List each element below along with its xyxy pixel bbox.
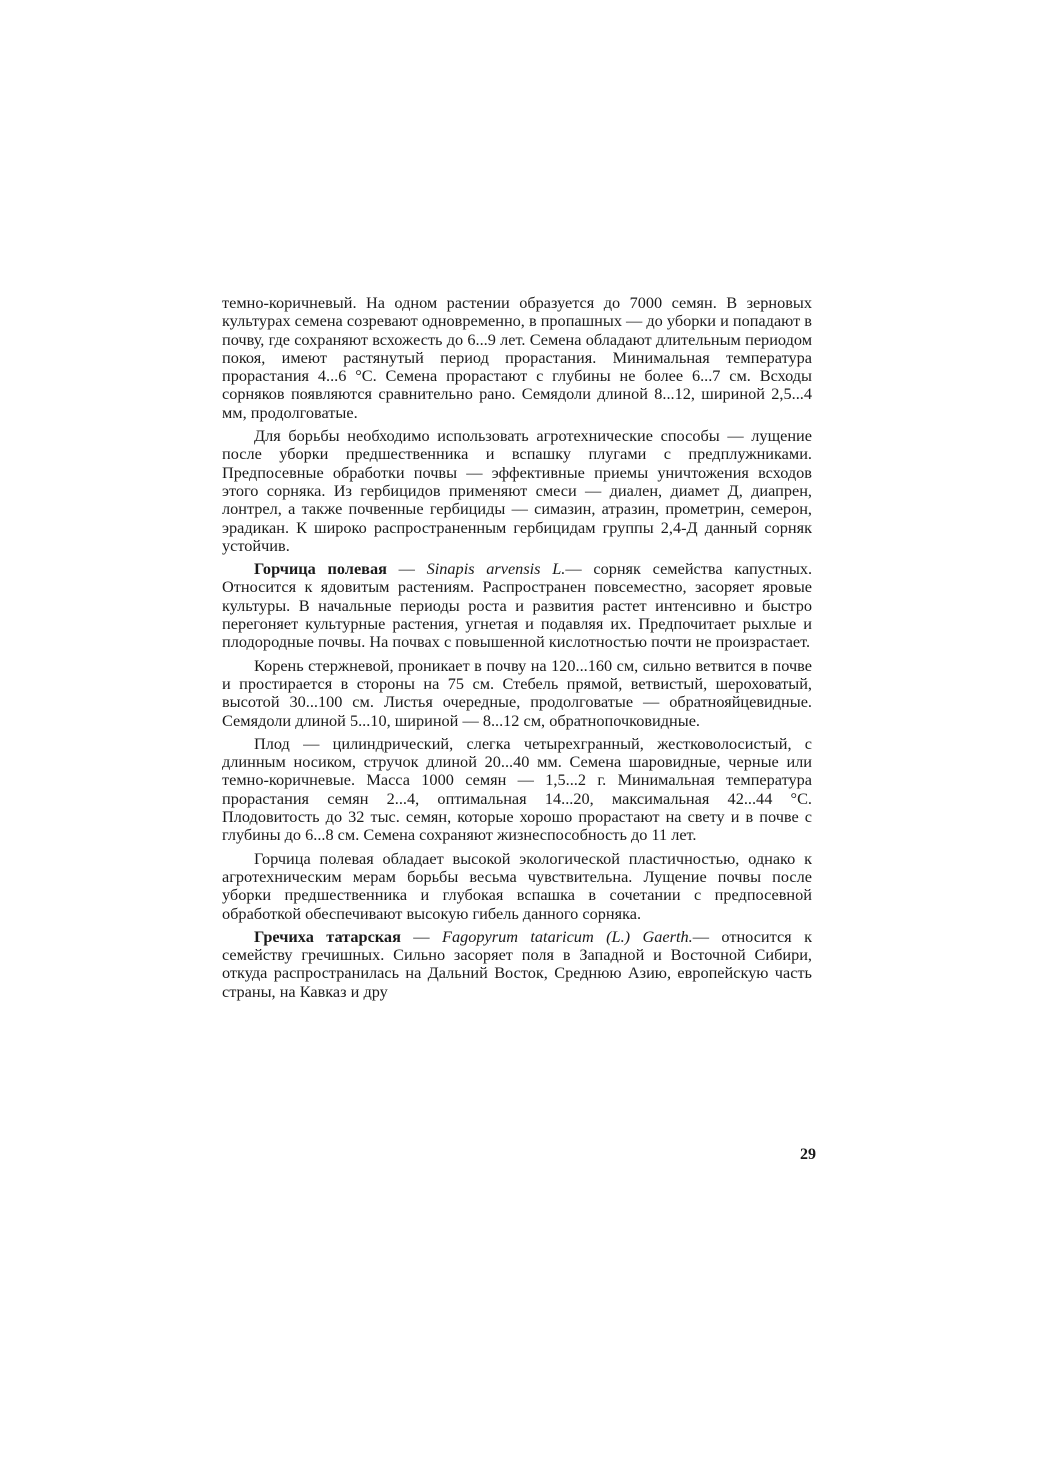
dash: —	[400, 926, 442, 946]
paragraph-mustard-root	[222, 657, 812, 730]
paragraph-buckwheat-intro	[222, 928, 812, 1001]
species-name: Горчица полевая	[254, 559, 387, 579]
paragraph-seeds-description	[222, 294, 812, 422]
paragraph-text: Горчица полевая обладает высокой экологической пластичностью, однако к агротехническим мерам борьбы весьма чувствительна. Лущение почвы после уборки предшественника и глубокая вспашка в сочетании с предпосевной обработкой обеспечивают высокую гибель данного сорняка.	[222, 848, 812, 923]
page-number: 29	[800, 1146, 816, 1163]
page-body	[222, 294, 812, 1001]
paragraph-text: темно-коричневый. На одном растении образуется до 7000 семян. В зерновых культурах семена созревают одновременно, в пропашных — до уборки и попадают в почву, где сохраняют всхожесть до 6...9 лет. Семена обладают длительным периодом покоя, имеют растянутый период прорастания. Минимальная температура прорастания 4...6 °С. Семена прорастают с глубины не более 6...7 см. Всходы сорняков появляются сравнительно рано. Семядоли длиной 8...12, шириной 2,5...4 мм, продолговатые.	[222, 293, 812, 422]
paragraph-mustard-fruit	[222, 735, 812, 845]
dash: —	[386, 559, 427, 579]
paragraph-mustard-intro	[222, 560, 812, 651]
paragraph-control-methods	[222, 427, 812, 555]
latin-name: Sinapis arvensis L.	[426, 559, 566, 579]
paragraph-text: — относится к семейству гречишных. Сильно засоряет поля в Западной и Восточной Сибири, откуда распространилась на Дальний Восток, Среднюю Азию, европейскую часть страны, на Кавказ и дру	[222, 926, 812, 1001]
latin-name: Fagopyrum tataricum (L.) Gaerth.	[442, 926, 693, 946]
paragraph-text: Плод — цилиндрический, слегка четырехгранный, жестковолосистый, с длинным носиком, стручок длиной 20...40 мм. Семена шаровидные, черные или темно-коричневые. Масса 1000 семян — 1,5...2 г. Минимальная температура прорастания семян 2...4, оптимальная 14...20, максимальная 42...44 °С. Плодовитость до 32 тыс. семян, которые хорошо прорастают на свету и в почве с глубины до 6...8 см. Семена сохраняют жизнеспособность до 11 лет.	[222, 733, 812, 845]
paragraph-text: — сорняк семейства капустных. Относится к ядовитым растениям. Распространен повсеместно, засоряет яровые культуры. В начальные периоды роста и развития растет интенсивно и быстро перегоняет культурные растения, угнетая и подавляя их. Предпочитает рыхлые и плодородные почвы. На почвах с повышенной кислотностью почти не произрастает.	[222, 559, 813, 652]
paragraph-mustard-control	[222, 850, 812, 923]
paragraph-text: Для борьбы необходимо использовать агротехнические способы — лущение после уборки предшественника и вспашку плугами с предплужниками. Предпосевные обработки почвы — эффективные приемы уничтожения всходов этого сорняка. Из гербицидов применяют смеси — диален, диамет Д, диапрен, лонтрел, а также почвенные гербициды — симазин, атразин, прометрин, семерон, эрадикан. К широко распространенным гербицидам группы 2,4-Д данный сорняк устойчив.	[222, 426, 812, 555]
paragraph-text: Корень стержневой, проникает в почву на 120...160 см, сильно ветвится в почве и простирается в стороны на 75 см. Стебель прямой, ветвистый, шероховатый, высотой 30...100 см. Листья очередные, продолговатые — обратнояйцевидные. Семядоли длиной 5...10, шириной — 8...12 см, обратнопочковидные.	[222, 655, 812, 730]
species-name: Гречиха татарская	[254, 926, 401, 946]
